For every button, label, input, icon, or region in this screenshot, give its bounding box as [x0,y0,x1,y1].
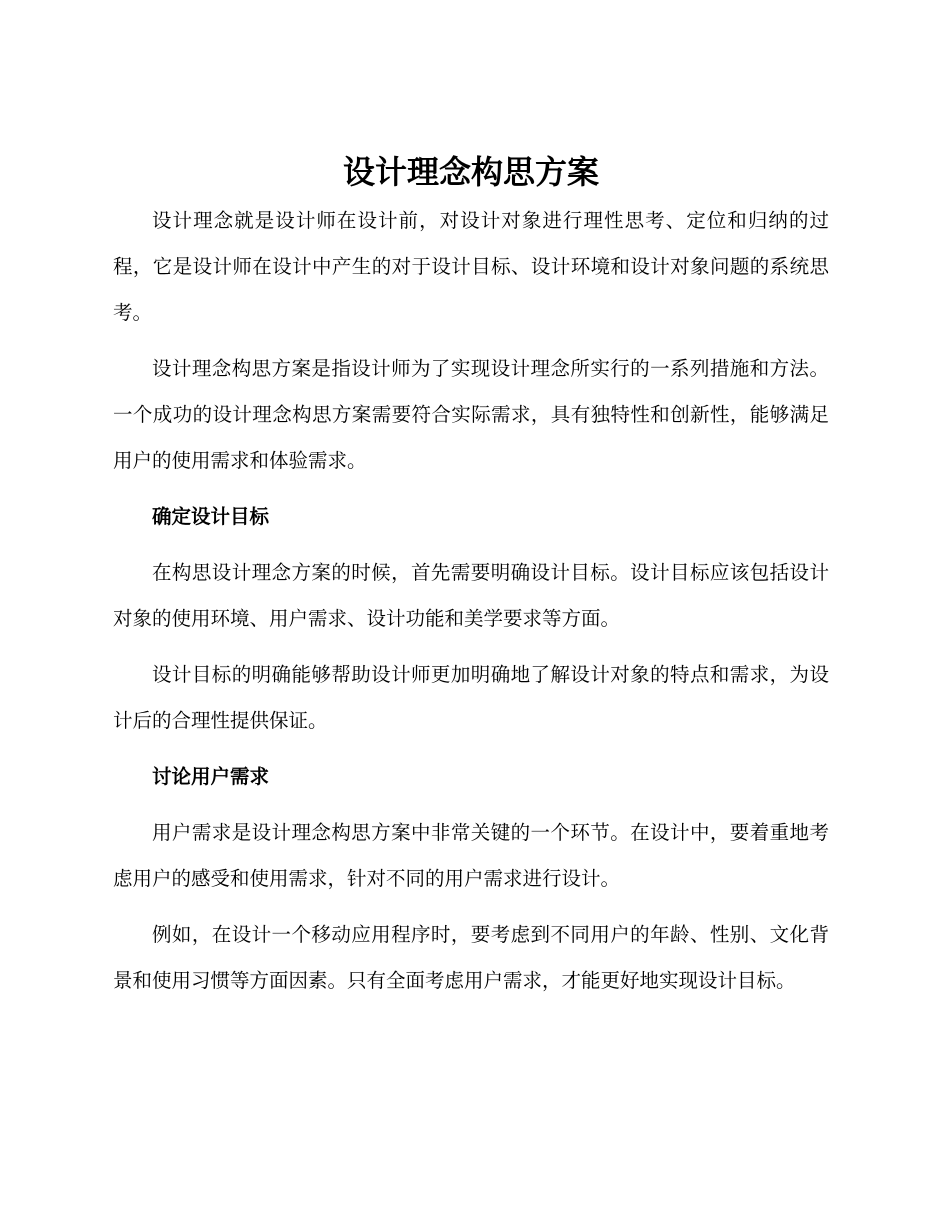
paragraph-design-goals-2: 设计目标的明确能够帮助设计师更加明确地了解设计对象的特点和需求，为设计后的合理性提供保证。 [113,663,829,732]
section-heading-design-goals: 确定设计目标 [152,505,270,528]
document-title: 设计理念构思方案 [342,153,599,191]
section-heading-user-needs: 讨论用户需求 [152,765,270,788]
paragraph-intro-scheme: 设计理念构思方案是指设计师为了实现设计理念所实行的一系列措施和方法。一个成功的设计理念构思方案需要符合实际需求，具有独特性和创新性，能够满足用户的使用需求和体验需求。 [113,357,829,472]
paragraph-intro-definition: 设计理念就是设计师在设计前，对设计对象进行理性思考、定位和归纳的过程，它是设计师在设计中产生的对于设计目标、设计环境和设计对象问题的系统思考。 [113,209,829,324]
paragraph-user-needs-2: 例如，在设计一个移动应用程序时，要考虑到不同用户的年龄、性别、文化背景和使用习惯等方面因素。只有全面考虑用户需求，才能更好地实现设计目标。 [113,923,829,992]
paragraph-design-goals-1: 在构思设计理念方案的时候，首先需要明确设计目标。设计目标应该包括设计对象的使用环境、用户需求、设计功能和美学要求等方面。 [113,561,829,630]
paragraph-user-needs-1: 用户需求是设计理念构思方案中非常关键的一个环节。在设计中，要着重地考虑用户的感受和使用需求，针对不同的用户需求进行设计。 [113,821,829,890]
